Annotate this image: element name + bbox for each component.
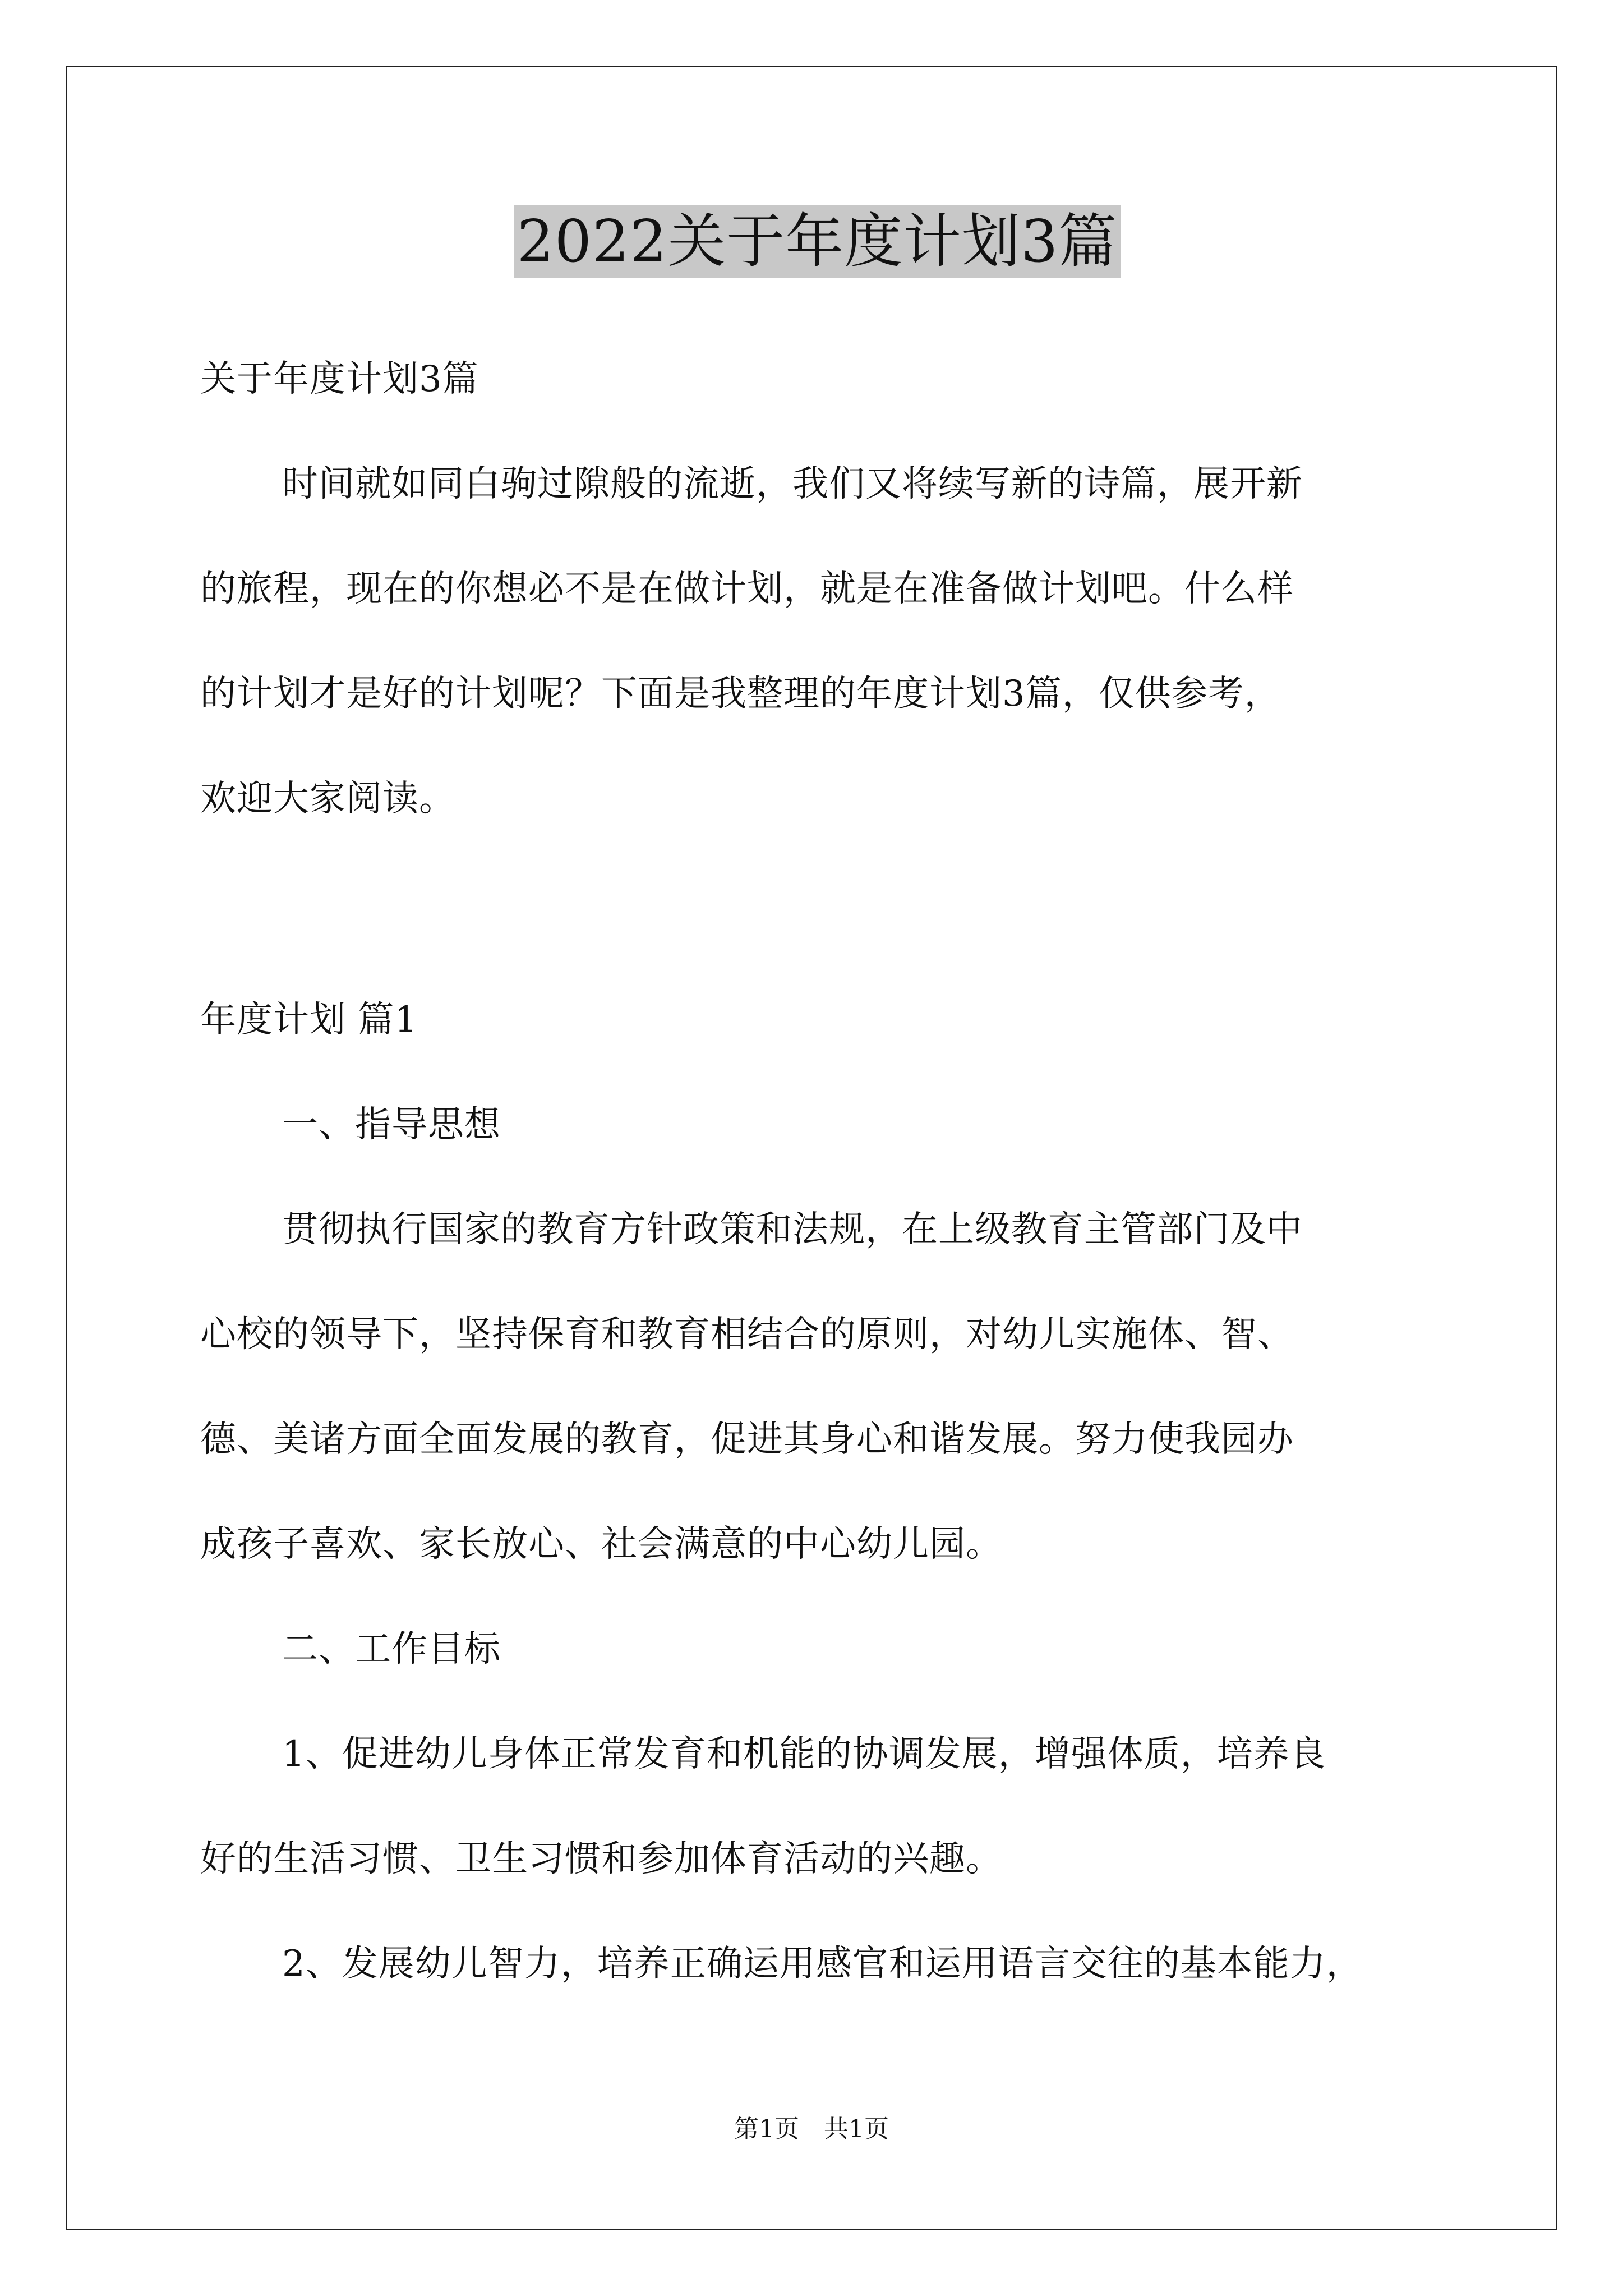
part1-line: 成孩子喜欢、家长放心、社会满意的中心幼儿园。 — [200, 1524, 1002, 1565]
part1-line: 贯彻执行国家的教育方针政策和法规，在上级教育主管部门及中 — [282, 1209, 1303, 1250]
subtitle: 关于年度计划3篇 — [200, 358, 479, 400]
intro-line: 的旅程，现在的你想必不是在做计划，就是在准备做计划吧。什么样 — [200, 568, 1294, 610]
part1-line: 心校的领导下，坚持保育和教育相结合的原则，对幼儿实施体、智、 — [200, 1314, 1294, 1355]
goal1-line: 好的生活习惯、卫生习惯和参加体育活动的兴趣。 — [200, 1838, 1002, 1880]
page-number: 第1页 共1页 — [734, 2115, 889, 2143]
part1-heading: 一、指导思想 — [282, 1104, 501, 1145]
intro-line: 时间就如同白驹过隙般的流逝，我们又将续写新的诗篇，展开新 — [282, 463, 1303, 505]
part1-line: 德、美诸方面全面发展的教育，促进其身心和谐发展。努力使我园办 — [200, 1419, 1294, 1460]
part2-heading: 二、工作目标 — [282, 1628, 501, 1670]
section-heading: 年度计划 篇1 — [200, 999, 418, 1041]
title-wrap — [200, 205, 1434, 278]
document-title: 2022关于年度计划3篇 — [514, 205, 1121, 278]
intro-line: 欢迎大家阅读。 — [200, 778, 455, 820]
goal1-line: 1、促进幼儿身体正常发育和机能的协调发展，增强体质，培养良 — [282, 1733, 1326, 1775]
goal2-line: 2、发展幼儿智力，培养正确运用感官和运用语言交往的基本能力， — [282, 1943, 1363, 1985]
intro-line: 的计划才是好的计划呢？下面是我整理的年度计划3篇，仅供参考， — [200, 673, 1281, 715]
